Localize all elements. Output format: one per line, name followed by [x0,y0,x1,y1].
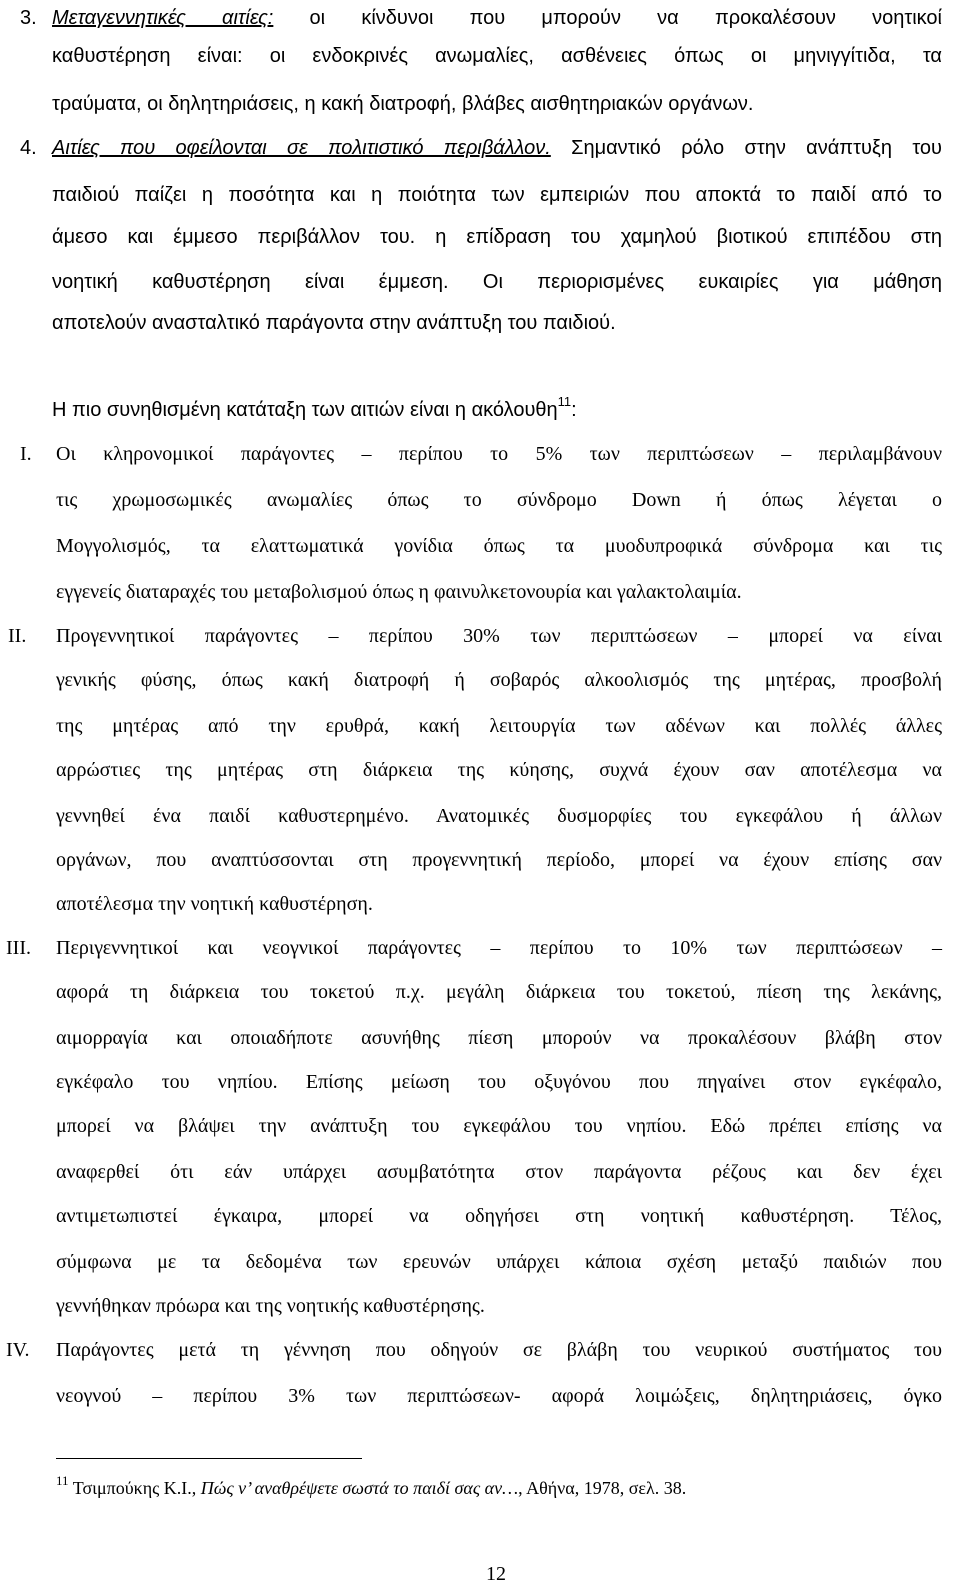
item-3-first-line [52,6,942,30]
roman-iii-line: αναφερθεί ότι εάν υπάρχει ασυμβατότητα στον παράγοντα ρέζους και δεν έχει [56,1161,942,1183]
footnote-reference: 11 [557,394,572,410]
item-4-line: νοητική καθυστέρηση είναι έμμεση. Οι περιορισμένες ευκαιρίες για μάθηση [52,271,942,293]
roman-ii-line: Προγεννητικοί παράγοντες – περίπου 30% των περιπτώσεων – μπορεί να είναι [56,625,942,647]
roman-iii-line: γεννήθηκαν πρόωρα και της νοητικής καθυστέρησης. [56,1295,485,1317]
footnote-rest: , Αθήνα, 1978, σελ. 38. [518,1478,687,1498]
roman-marker-iv: IV. [6,1339,30,1361]
roman-i-line: Οι κληρονομικοί παράγοντες – περίπου το 5% των περιπτώσεων – περιλαμβάνουν [56,443,942,465]
footnote-title: Πώς ν’ αναθρέψετε σωστά το παιδί σας αν… [200,1478,519,1498]
roman-marker-iii: III. [6,937,31,959]
item-4-first-line-text: Σημαντικό ρόλο στην ανάπτυξη του [550,137,942,159]
roman-iii-line: μπορεί να βλάψει την ανάπτυξη του εγκεφάλου του νηπίου. Εδώ πρέπει επίσης να [56,1115,942,1137]
roman-i-line: τις χρωμοσωμικές ανωμαλίες όπως το σύνδρομο Down ή όπως λέγεται ο [56,489,942,511]
roman-ii-line: αποτέλεσμα την νοητική καθυστέρηση. [56,893,373,915]
item-3-heading: Μεταγεννητικές αιτίες: [52,7,274,29]
roman-i-line: εγγενείς διαταραχές του μεταβολισμού όπως η φαινυλκετονουρία και γαλακτολαιμία. [56,581,742,603]
roman-ii-line: γεννηθεί ένα παιδί καθυστερημένο. Ανατομικές δυσμορφίες του εγκεφάλου ή άλλων [56,805,942,827]
footnote-number: 11 [56,1473,69,1488]
roman-iv-line: Παράγοντες μετά τη γέννηση που οδηγούν σε βλάβη του νευρικού συστήματος του [56,1339,942,1361]
roman-iii-line: Περιγεννητικοί και νεογνικοί παράγοντες – περίπου το 10% των περιπτώσεων – [56,937,942,959]
roman-iv-line: νεογνού – περίπου 3% των περιπτώσεων- αφορά λοιμώξεις, δηλητηριάσεις, όγκο [56,1385,942,1407]
page-number: 12 [486,1563,506,1585]
classification-intro-text: Η πιο συνηθισμένη κατάταξη των αιτιών είναι η ακόλουθη [52,399,558,421]
roman-iii-line: εγκέφαλο του νηπίου. Επίσης μείωση του οξυγόνου που πηγαίνει στον εγκέφαλο, [56,1071,942,1093]
item-4-marker: 4. [20,137,37,159]
item-4-line: παιδιού παίζει η ποσότητα και η ποιότητα των εμπειριών που αποκτά το παιδί από το [52,184,942,206]
roman-ii-line: της μητέρας από την ερυθρά, κακή λειτουργία των αδένων και πολλές άλλες [56,715,942,737]
roman-marker-ii: II. [8,625,27,647]
item-4-line: αποτελούν ανασταλτικό παράγοντα στην ανάπτυξη του παιδιού. [52,312,616,334]
item-3-line: καθυστέρηση είναι: οι ενδοκρινές ανωμαλίες, ασθένειες όπως οι μηνιγγίτιδα, τα [52,45,942,67]
classification-intro [52,394,577,422]
item-4-first-line [52,136,942,160]
footnote [56,1473,687,1500]
item-3-first-line-text: οι κίνδυνοι που μπορούν να προκαλέσουν νοητικοί [273,7,942,29]
item-3-line: τραύματα, οι δηλητηριάσεις, η κακή διατροφή, βλάβες αισθητηριακών οργάνων. [52,93,754,115]
footnote-separator [56,1458,362,1459]
roman-ii-line: αρρώστιες της μητέρας στη διάρκεια της κύησης, συχνά έχουν σαν αποτέλεσμα να [56,759,942,781]
item-4-line: άμεσο και έμμεσο περιβάλλον του. η επίδραση του χαμηλού βιοτικού επιπέδου στη [52,226,942,248]
roman-i-line: Μογγολισμός, τα ελαττωματικά γονίδια όπως τα μυοδυπροφικά σύνδρομα και τις [56,535,942,557]
footnote-author: Τσιμπούκης Κ.Ι., [68,1478,201,1498]
roman-ii-line: οργάνων, που αναπτύσσονται στη προγεννητική περίοδο, μπορεί να έχουν επίσης σαν [56,849,942,871]
roman-iii-line: αφορά τη διάρκεια του τοκετού π.χ. μεγάλη διάρκεια του τοκετού, πίεση της λεκάνης, [56,981,942,1003]
roman-iii-line: αιμορραγία και οποιαδήποτε ασυνήθης πίεση μπορούν να προκαλέσουν βλάβη στον [56,1027,942,1049]
roman-iii-line: αντιμετωπιστεί έγκαιρα, μπορεί να οδηγήσει στη νοητική καθυστέρηση. Τέλος, [56,1205,942,1227]
roman-marker-i: I. [20,443,32,465]
item-4-heading: Αιτίες που οφείλονται σε πολιτιστικό περιβάλλον. [52,137,551,159]
item-3-marker: 3. [20,7,37,29]
classification-intro-suffix: : [571,399,577,421]
roman-ii-line: γενικής φύσης, όπως κακή διατροφή ή σοβαρός αλκοολισμός της μητέρας, προσβολή [56,669,942,691]
roman-iii-line: σύμφωνα με τα δεδομένα των ερευνών υπάρχει κάποια σχέση μεταξύ παιδιών που [56,1251,942,1273]
